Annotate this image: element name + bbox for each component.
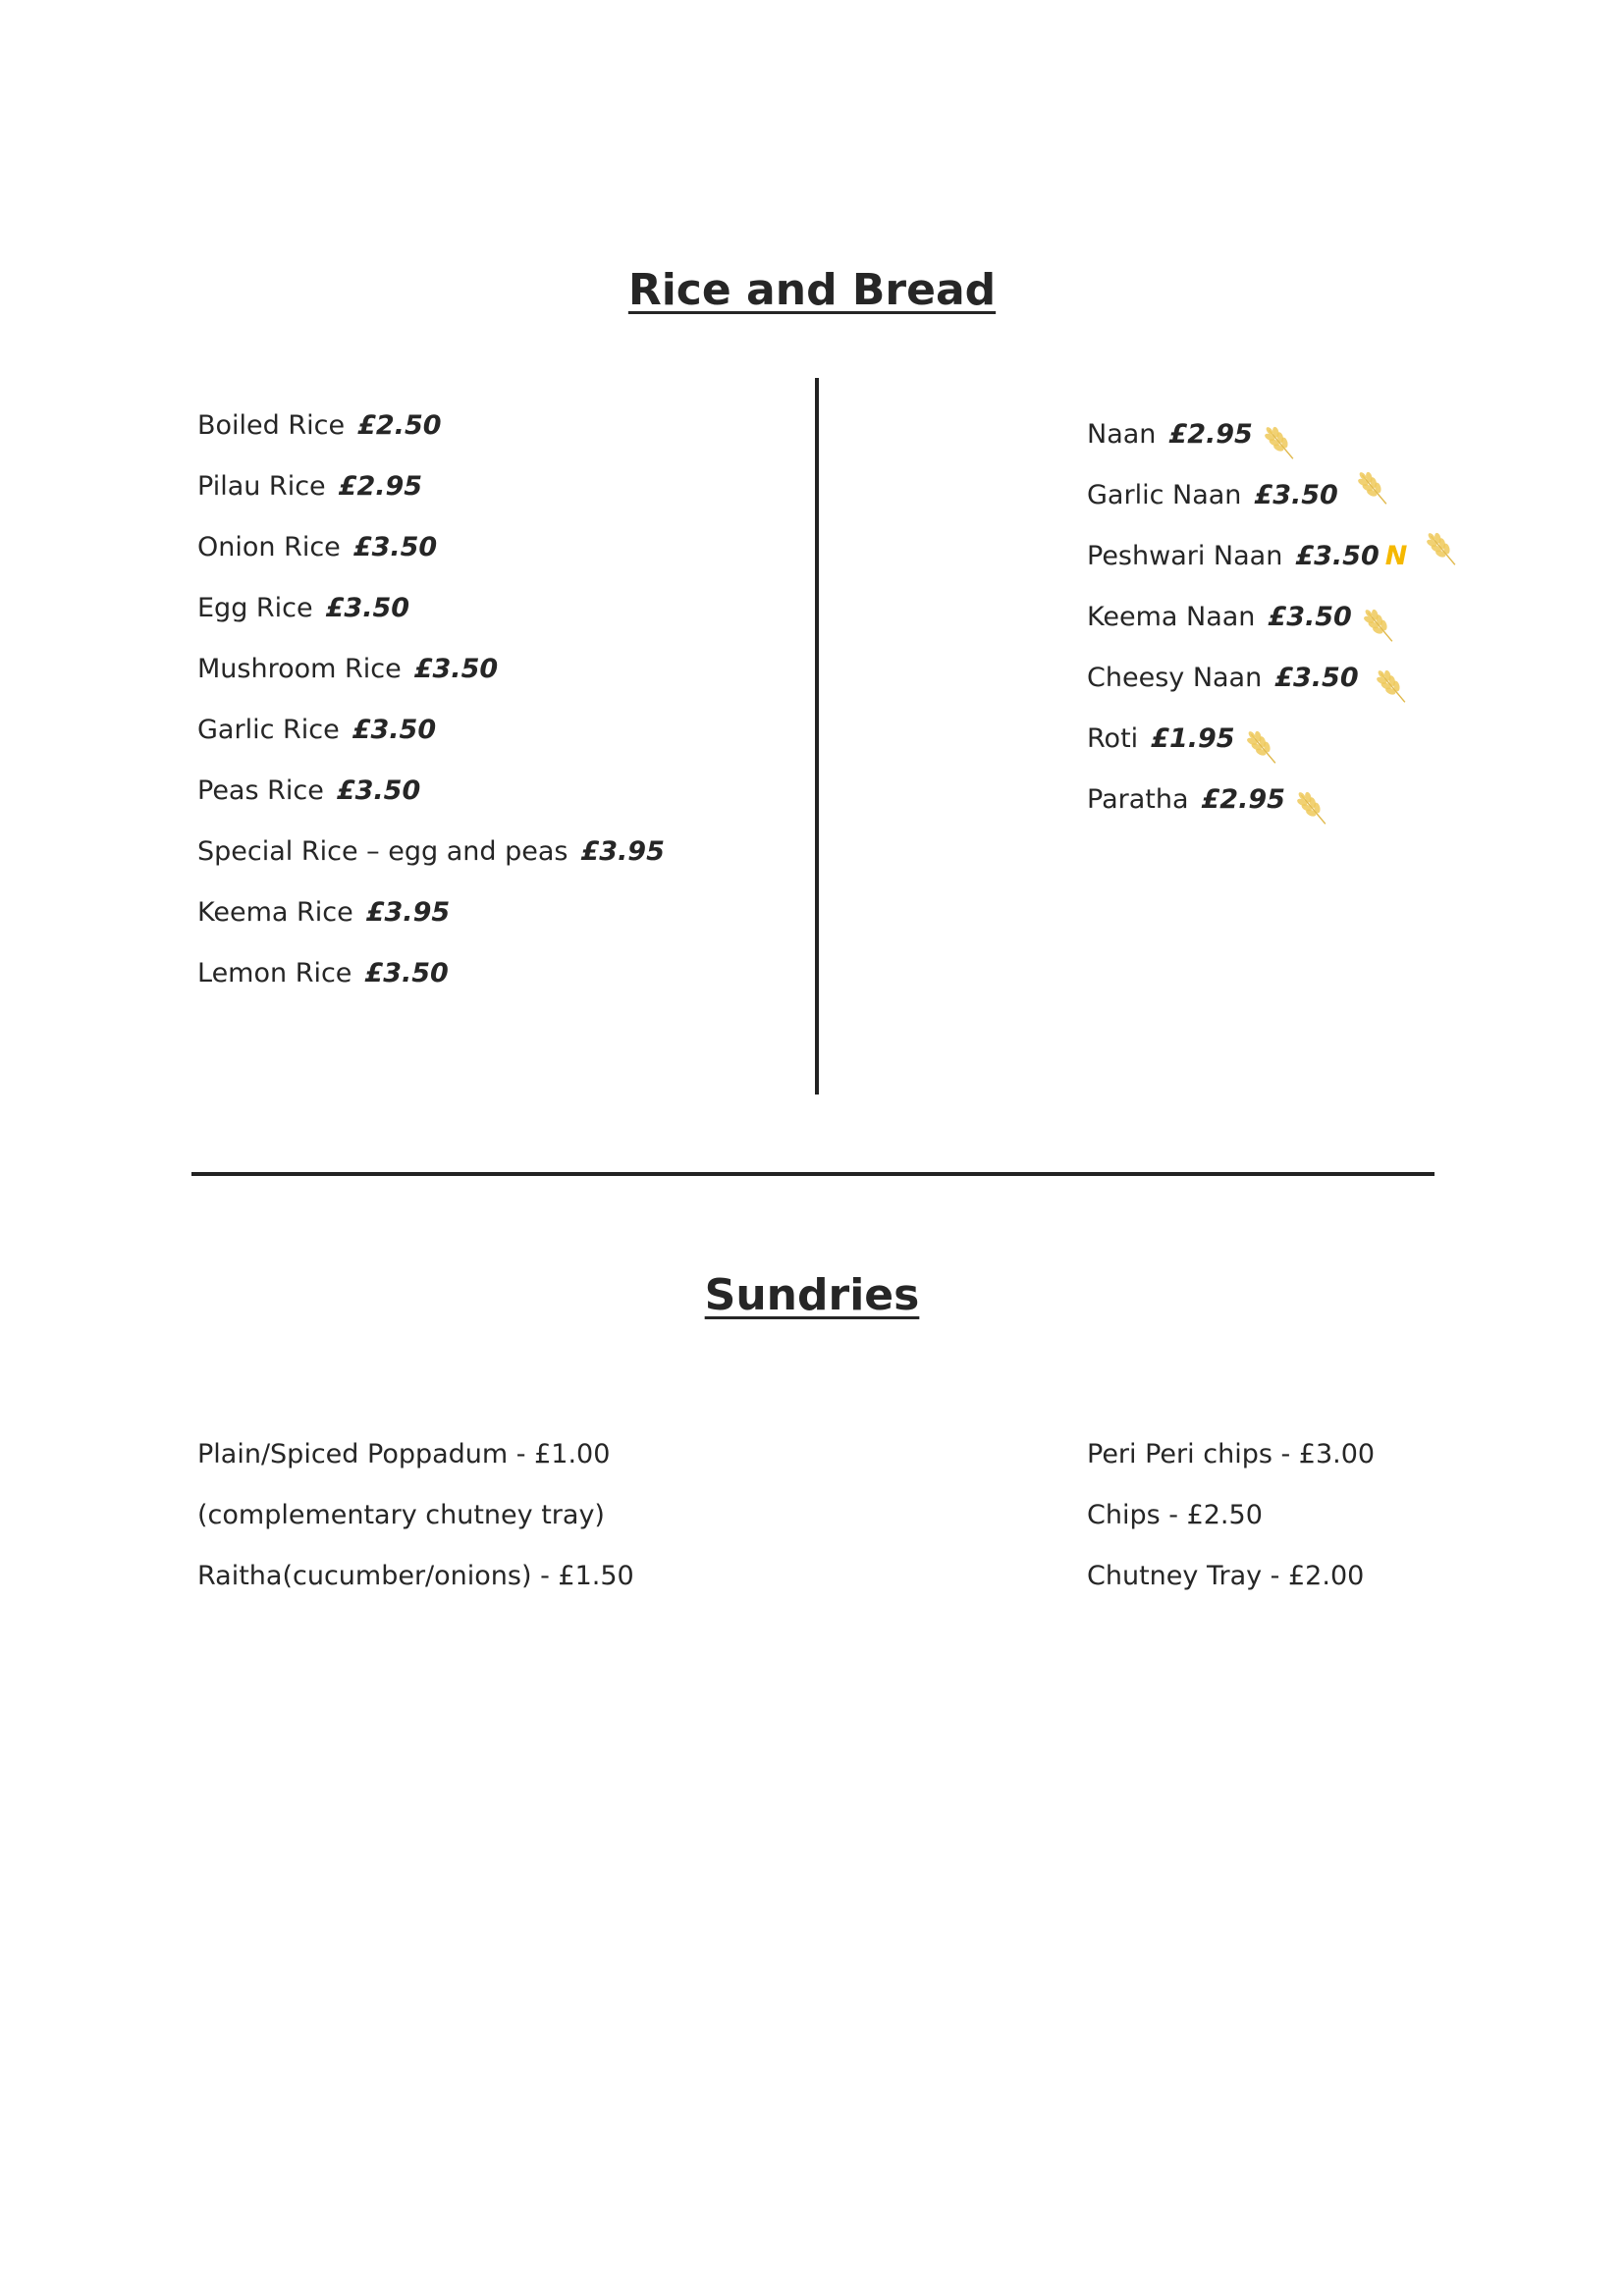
menu-item — [197, 473, 422, 500]
menu-item — [197, 960, 449, 987]
item-name: Peas Rice — [197, 775, 324, 806]
menu-item — [1087, 777, 1334, 821]
item-price: £3.50 — [1295, 540, 1380, 571]
item-price: £3.50 — [1254, 479, 1338, 510]
item-name: Cheesy Naan — [1087, 662, 1263, 693]
nut-allergen-mark: N — [1384, 540, 1408, 571]
menu-item — [197, 595, 409, 621]
item-price: £3.95 — [365, 897, 451, 928]
menu-item — [197, 534, 437, 561]
rice-and-bread-heading: Rice and Bread — [627, 265, 997, 315]
item-name: Mushroom Rice — [197, 654, 402, 684]
item-price: £3.95 — [580, 836, 665, 867]
menu-item — [1087, 717, 1284, 760]
item-name: Lemon Rice — [197, 958, 352, 988]
wheat-icon — [1358, 605, 1401, 648]
item-name: Keema Naan — [1087, 601, 1256, 632]
menu-item — [197, 717, 436, 743]
menu-item — [197, 838, 665, 865]
menu-item — [197, 656, 498, 682]
item-price: £3.50 — [352, 715, 437, 745]
list-item: Chutney Tray - £2.00 — [1087, 1561, 1365, 1591]
menu-item — [1087, 656, 1414, 699]
wheat-icon — [1241, 726, 1284, 770]
item-price: £2.95 — [1168, 418, 1253, 450]
item-name: Keema Rice — [197, 897, 353, 928]
item-name: Paratha — [1087, 783, 1189, 815]
list-item: Plain/Spiced Poppadum - £1.00 — [197, 1439, 611, 1469]
menu-item — [197, 777, 420, 804]
item-price: £2.95 — [1201, 783, 1285, 815]
item-price: £3.50 — [325, 593, 410, 623]
item-price: £3.50 — [352, 532, 438, 562]
item-price: £3.50 — [1274, 662, 1359, 693]
wheat-icon — [1421, 528, 1464, 571]
item-name: Pilau Rice — [197, 471, 326, 502]
item-name: Egg Rice — [197, 593, 313, 623]
item-price: £1.95 — [1151, 722, 1235, 754]
menu-item — [1087, 473, 1395, 516]
item-price: £2.50 — [357, 410, 442, 441]
item-name: Boiled Rice — [197, 410, 346, 441]
menu-item — [197, 412, 442, 439]
item-name: Onion Rice — [197, 532, 341, 562]
item-name: Roti — [1087, 722, 1139, 754]
sundries-heading: Sundries — [704, 1270, 920, 1320]
item-price: £3.50 — [1268, 601, 1352, 632]
item-name: Naan — [1087, 418, 1157, 450]
menu-item — [1087, 412, 1302, 455]
list-item: Raitha(cucumber/onions) - £1.50 — [197, 1561, 634, 1591]
list-item: Peri Peri chips - £3.00 — [1087, 1439, 1376, 1469]
item-name: Garlic Rice — [197, 715, 340, 745]
item-name: Peshwari Naan — [1087, 540, 1283, 571]
wheat-icon — [1352, 467, 1395, 510]
wheat-icon — [1371, 666, 1414, 709]
item-name: Special Rice – egg and peas — [197, 836, 568, 867]
menu-item — [1087, 595, 1401, 638]
list-item: Chips - £2.50 — [1087, 1500, 1263, 1530]
item-price: £3.50 — [364, 958, 449, 988]
item-price: £2.95 — [338, 471, 423, 502]
column-divider — [815, 378, 819, 1095]
list-item: (complementary chutney tray) — [197, 1500, 605, 1530]
wheat-icon — [1259, 422, 1302, 465]
item-price: £3.50 — [336, 775, 421, 806]
wheat-icon — [1291, 787, 1334, 830]
menu-item — [1087, 534, 1464, 577]
item-name: Garlic Naan — [1087, 479, 1242, 510]
item-price: £3.50 — [413, 654, 499, 684]
menu-item — [197, 899, 450, 926]
section-divider — [191, 1172, 1435, 1176]
